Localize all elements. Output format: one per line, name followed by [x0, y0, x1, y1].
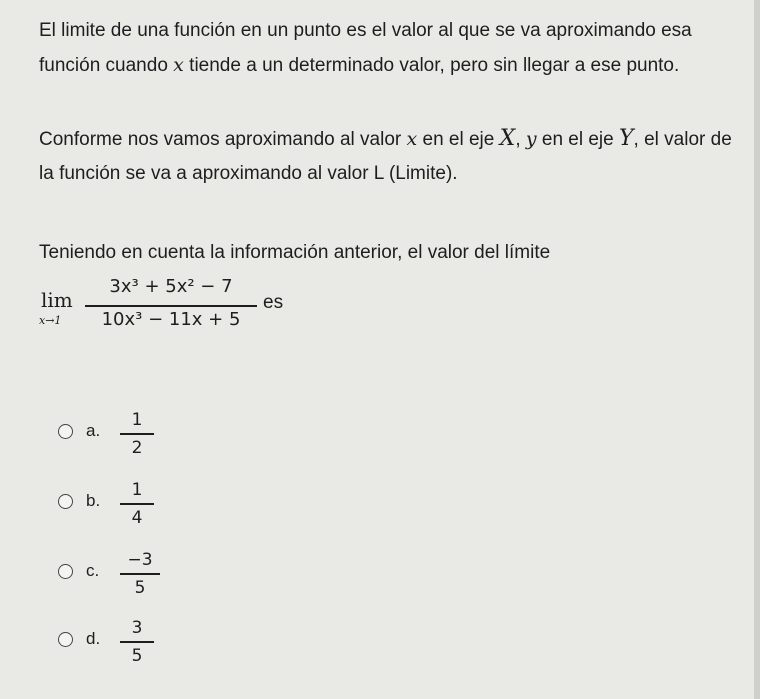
- approach-text-4: en el eje: [541, 129, 614, 150]
- option-letter: a.: [86, 421, 101, 440]
- approach-text-3: ,: [515, 129, 521, 150]
- option-numerator: −3: [127, 550, 153, 570]
- variable-x: x: [173, 54, 184, 76]
- option-fraction: [120, 618, 154, 666]
- option-c[interactable]: [58, 550, 258, 610]
- option-d[interactable]: [58, 618, 258, 678]
- option-denominator: 5: [131, 646, 143, 666]
- approach-text-1: Conforme nos vamos aproximando al valor: [39, 129, 402, 150]
- radio-button[interactable]: [58, 632, 73, 647]
- definition-paragraph: [39, 14, 739, 83]
- page-edge: [754, 0, 760, 699]
- option-numerator: 3: [131, 618, 143, 638]
- definition-text-end: tiende a un determinado valor, pero sin llegar a ese punto.: [189, 55, 680, 76]
- fraction-denominator: 10x³ − 11x + 5: [101, 309, 241, 330]
- option-fraction: [120, 410, 154, 458]
- fraction-bar: [120, 641, 154, 643]
- option-denominator: 2: [131, 438, 143, 458]
- radio-button[interactable]: [58, 494, 73, 509]
- option-fraction: [120, 550, 160, 598]
- limit-suffix: es: [263, 292, 284, 313]
- option-numerator: 1: [131, 410, 143, 430]
- radio-button[interactable]: [58, 424, 73, 439]
- axis-y: Y: [619, 126, 634, 151]
- fraction-bar: [120, 503, 154, 505]
- fraction-bar: [120, 573, 160, 575]
- option-a[interactable]: [58, 410, 258, 470]
- limit-expression: [39, 272, 739, 334]
- option-letter: b.: [86, 491, 101, 510]
- approach-text-5: , el valor de la función se va a aproximando al valor L (Limite).: [39, 129, 732, 184]
- lim-subscript: x→1: [39, 314, 62, 327]
- approach-text-2: en el eje: [422, 129, 495, 150]
- option-denominator: 5: [134, 578, 146, 598]
- option-denominator: 4: [131, 508, 143, 528]
- definition-text-start: El limite de una función en un punto es el valor al que se va aproximando esa función cuando: [39, 20, 692, 76]
- option-fraction: [120, 480, 154, 528]
- axis-x: X: [499, 126, 516, 151]
- option-numerator: 1: [131, 480, 143, 500]
- lim-operator: lim: [41, 288, 73, 312]
- variable-y: y: [525, 128, 537, 150]
- approach-paragraph: [39, 122, 739, 191]
- variable-x: x: [406, 128, 418, 150]
- fraction-numerator: 3x³ + 5x² − 7: [109, 276, 233, 297]
- fraction-bar: [85, 305, 257, 307]
- option-b[interactable]: [58, 480, 258, 540]
- fraction-bar: [120, 433, 154, 435]
- option-letter: d.: [86, 629, 101, 648]
- question-prompt: Teniendo en cuenta la información anterior, el valor del límite: [39, 242, 551, 263]
- radio-button[interactable]: [58, 564, 73, 579]
- option-letter: c.: [86, 561, 100, 580]
